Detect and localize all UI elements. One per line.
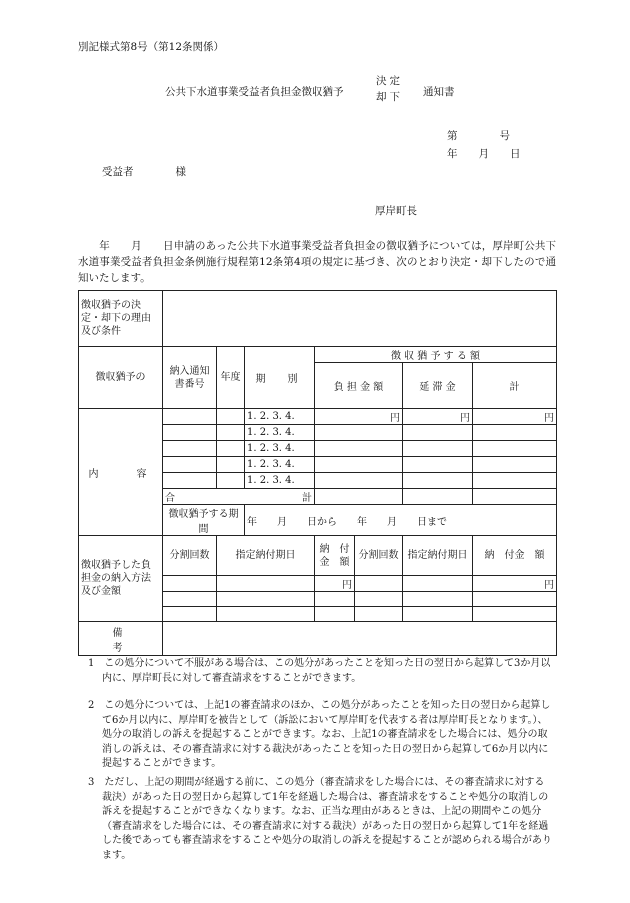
reason-label: 徴収猶予の決定・却下の理由及び条件 [79,291,163,347]
table-cell [163,457,217,473]
table-cell [355,592,403,607]
table-cell [163,409,217,425]
document-date: 年 月 日 [447,148,521,160]
year-header: 年度 [217,347,245,409]
table-cell [473,457,557,473]
deferred-amount-header: 徴 収 猶 予 す る 額 [315,347,557,363]
payment-yen: 円 [315,576,355,592]
note-3-text: 3 ただし、上記の期間が経過する前に、この処分（審査請求をした場合には、その審査請求に対する裁決）があった日の翌日から起算して1年を経過した場合は、審査請求をすることや処分の取消しの訴えを提起することができなくなります。なお、正当な理由があるときは、上記の期間やこの処分（審査請求をした場合には、その審査請求に対する裁決）があった日の翌日から起算して1年を経過した後であっても審査請求をすることや処分の取消しの訴えを提起することが認められる場合があります。 [88,777,552,861]
table-cell [403,425,473,441]
installments-header-2: 分割回数 [355,536,403,576]
table-cell [315,592,355,607]
deferral-period-value: 年 月 日から 年 月 日まで [245,505,557,536]
remarks-label: 備 考 [79,622,163,656]
period-options: 1. 2. 3. 4. [245,441,315,457]
table-cell [315,457,403,473]
period-options: 1. 2. 3. 4. [245,409,315,425]
table-cell [403,592,473,607]
table-cell [403,457,473,473]
table-cell [217,441,245,457]
table-cell [163,576,217,592]
payment-amount-header-2: 納 付金 額 [473,536,557,576]
content-label-2: 内 容 [79,409,163,536]
table-cell [473,592,557,607]
sum-label-left: 合 [165,493,175,504]
total-yen: 円 [473,409,557,425]
designated-due-header: 指定納付期日 [217,536,315,576]
notice-number-header: 納入通知書番号 [163,347,217,409]
table-cell [163,425,217,441]
table-cell [403,576,473,592]
document-number: 第 号 [447,130,510,142]
period-options: 1. 2. 3. 4. [245,473,315,489]
table-cell [403,607,473,622]
total-header: 計 [473,363,557,409]
remarks-value [163,622,557,656]
late-fee-yen: 円 [403,409,473,425]
table-cell [217,409,245,425]
payment-yen-2: 円 [473,576,557,592]
table-cell [315,425,403,441]
table-cell [473,441,557,457]
decision-option: 決定 [376,75,403,87]
form-number: 別記様式第8号（第12条関係） [78,41,225,53]
payment-amount-header: 納 付金 額 [315,536,355,576]
table-cell [315,473,403,489]
table-cell [217,457,245,473]
charge-header: 負 担 金 額 [315,363,403,409]
rejection-option: 却下 [376,91,403,103]
table-cell [163,473,217,489]
issuer: 厚岸町長 [375,205,417,217]
sum-label-right: 計 [302,493,312,504]
late-fee-header: 延 滞 金 [403,363,473,409]
table-cell [473,607,557,622]
sum-total [473,489,557,505]
period-options: 1. 2. 3. 4. [245,457,315,473]
content-label: 徴収猶予の [79,347,163,409]
note-1-text: 1 この処分について不服がある場合は、この処分があったことを知った日の翌日から起算して3か月以内に、厚岸町長に対して審査請求をすることができます。 [88,658,551,684]
table-cell [403,473,473,489]
intro-paragraph: 年 月 日申請のあった公共下水道事業受益者負担金の徴収猶予については，厚岸町公共下水道事業受益者負担金条例施行規程第12条第4項の規定に基づき、次のとおり決定・却下したので通知いたします。 [78,240,556,284]
addressee: 受益者 様 [102,166,186,178]
sum-late-fee [403,489,473,505]
reason-value [163,291,557,347]
deferral-table [78,290,557,656]
table-cell [217,425,245,441]
table-cell [163,441,217,457]
table-cell [163,607,217,622]
deferral-period-label: 徴収猶予する期間 [163,505,245,536]
table-cell [473,473,557,489]
sum-charge [315,489,403,505]
table-cell [217,607,315,622]
sum-label [163,489,315,505]
payment-method-label: 徴収猶予した負担金の納入方法及び金額 [79,536,163,622]
table-cell [355,607,403,622]
table-cell [163,592,217,607]
note-2 [88,699,554,772]
table-cell [217,473,245,489]
table-cell [403,441,473,457]
note-1 [88,657,554,686]
period-options: 1. 2. 3. 4. [245,425,315,441]
installments-header: 分割回数 [163,536,217,576]
charge-yen: 円 [315,409,403,425]
table-cell [217,592,315,607]
table-cell [473,425,557,441]
table-cell [315,441,403,457]
notice-label: 通知書 [423,86,455,98]
designated-due-header-2: 指定納付期日 [403,536,473,576]
document-title: 公共下水道事業受益者負担金徴収猶予 [165,86,344,98]
note-3 [88,776,554,863]
table-cell [315,607,355,622]
table-cell [355,576,403,592]
table-cell [217,576,315,592]
period-header: 期 別 [245,347,315,409]
note-2-text: 2 この処分については、上記1の審査請求のほか、この処分があったことを知った日の翌日から起算して6か月以内に、厚岸町を被告として（訴訟において厚岸町を代表する者は厚岸町長となります。）、処分の取消しの訴えを提起することができます。なお、上記1の審査請求をした場合には、処分の取消しの訴えは、その審査請求に対する裁決があったことを知った日の翌日から起算して6か月以内に提起することができます。 [88,700,551,769]
